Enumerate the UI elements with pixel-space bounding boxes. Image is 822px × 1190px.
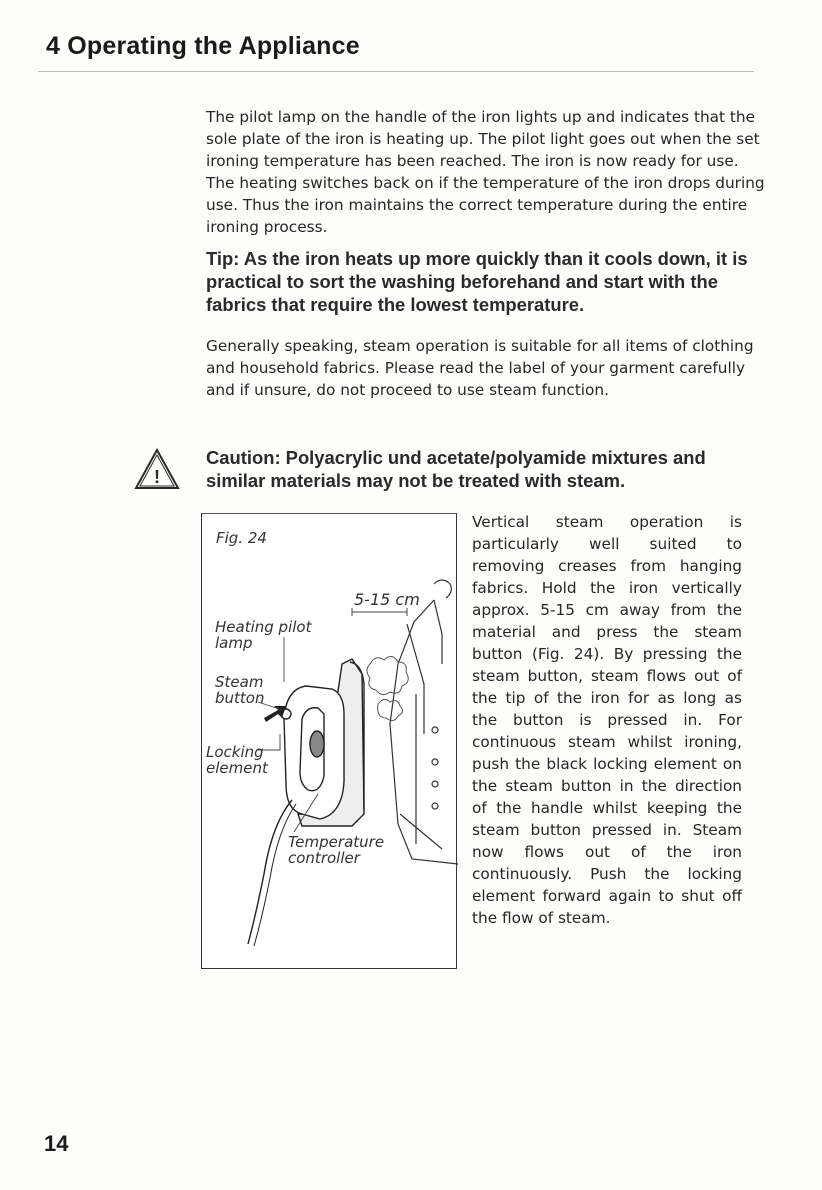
header-divider bbox=[38, 71, 754, 72]
steam-button-label: Steam bbox=[215, 673, 264, 691]
locking-element-label-line2: element bbox=[206, 759, 268, 777]
warning-triangle-icon bbox=[134, 448, 180, 490]
temperature-controller-label-line2: controller bbox=[288, 849, 360, 867]
section-title: 4 Operating the Appliance bbox=[46, 32, 360, 60]
svg-text:!: ! bbox=[154, 467, 160, 487]
distance-label: 5-15 cm bbox=[354, 590, 420, 609]
iron-drawing bbox=[202, 514, 458, 970]
figure-caption: Fig. 24 bbox=[216, 529, 267, 547]
figure-24-iron-illustration bbox=[201, 513, 457, 969]
steam-cloud bbox=[367, 656, 408, 720]
locking-element-label: Locking bbox=[206, 743, 264, 761]
pilot-lamp-paragraph: The pilot lamp on the handle of the iron lights up and indicates that the sole plate of the iron is heating up. The pilot light goes out when the set ironing temperature has been reached. The iron is now ready for use. The heating switches back on if the temperature of the iron drops during use. Thus the iron maintains the correct temperature during the entire ironing process. bbox=[206, 108, 765, 236]
vertical-steam-paragraph: Vertical steam operation is particularly well suited to removing creases from hanging fabrics. Hold the iron vertically approx. 5-15 cm away from the material and press the steam button (Fig. 24). By pressing the steam button, steam flows out of the tip of the iron for as long as the button is pressed in. For continuous steam whilst ironing, push the black locking element on the steam button in the direction of the handle whilst keeping the steam button pressed in. Steam now flows out of the iron continuously. Push the locking element forward again to shut off the flow of steam. bbox=[472, 513, 742, 927]
steam-button-label-line2: button bbox=[215, 689, 265, 707]
temperature-controller-label: Temperature bbox=[288, 833, 385, 851]
caution-paragraph: Caution: Polyacrylic und acetate/polyamide mixtures and similar materials may not be treated with steam. bbox=[206, 447, 706, 491]
page-number: 14 bbox=[44, 1131, 69, 1156]
steam-general-paragraph: Generally speaking, steam operation is suitable for all items of clothing and household fabrics. Please read the label of your garment carefully and if unsure, do not proceed to use steam function. bbox=[206, 337, 754, 399]
tip-paragraph: Tip: As the iron heats up more quickly than it cools down, it is practical to sort the washing beforehand and start with the fabrics that require the lowest temperature. bbox=[206, 248, 748, 315]
heating-pilot-lamp-label-line2: lamp bbox=[215, 634, 253, 652]
hanging-garment bbox=[390, 580, 458, 864]
heating-pilot-lamp-label: Heating pilot bbox=[215, 618, 312, 636]
power-cord bbox=[248, 800, 292, 944]
iron-body bbox=[281, 659, 364, 826]
steam-button-arrow bbox=[264, 706, 286, 722]
